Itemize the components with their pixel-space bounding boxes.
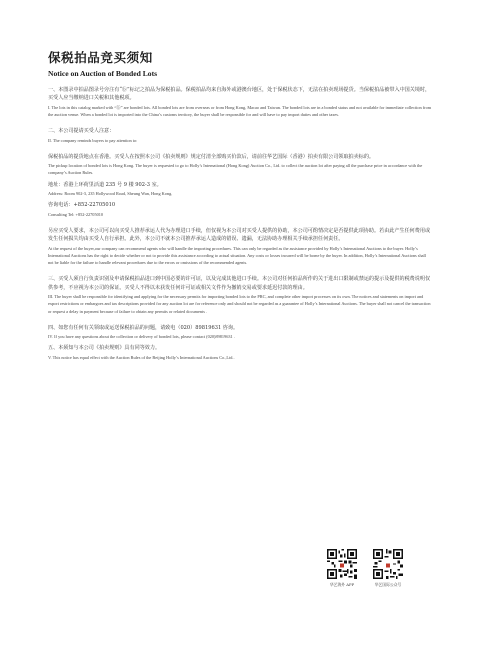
section-pickup — [48, 153, 432, 177]
address-cn: 地址：香港上环荷里活道 235 号 9 楼 902-3 室。 — [48, 181, 162, 188]
qr-label: 华艺国际公众号 — [374, 582, 402, 587]
section-text-cn: 一、本图录中拍品图录号旁注有“ⓑ”标记之拍品为保税拍品。保税拍品均来自海外或港澳台地区，处于保税状态下，无法在拍卖现场提货。当保税拍品被带入中国关境时，买受人应当缴纳进口关税和其他税项。 — [48, 87, 431, 102]
qr-code-area — [0, 549, 480, 609]
qr-code-icon[interactable] — [327, 549, 357, 579]
page-title: 保税拍品竞买须知 — [48, 50, 153, 65]
section-agents — [48, 227, 432, 266]
section-text-cn: 保税拍品的提货地点在香港。买受人在按照本公司《拍卖规则》规定付清全部购买价款后，请前往华艺国际（香港）拍卖有限公司领取拍卖标的。 — [48, 153, 375, 160]
phone-cn: 咨询电话：+852-22705010 — [48, 202, 116, 209]
qr-code-icon[interactable] — [373, 549, 403, 579]
section-2 — [48, 127, 432, 144]
section-address — [48, 181, 432, 198]
section-text-cn: 二、本公司提请买受人注意： — [48, 128, 115, 135]
section-text-cn: 三、买受人须自行负责识别及申请保税拍品进口到中国必要的许可证，以及完成其他进口手续。本公司对任何拍品所作的关于进出口限制或禁运的提示及提供的税费说明仅供参考，不应视为本公司的保证。买受人不得以未获发任何许可证或相关文件作为撤销交易或要求延迟付款的理由。 — [48, 276, 431, 291]
section-5 — [48, 344, 432, 361]
section-text-en: V. This notice has equal effect with the Auction Rules of the Beijing Holly’s International Auctions Co.,Ltd.. — [48, 354, 235, 360]
section-text-en: II. The company reminds buyers to pay attention to: — [48, 137, 138, 143]
section-text-en: I. The lots in this catalog marked with “ⓑ” are bonded lots. All bonded lots are from overseas or from Hong Kong, Macao and Taiwan. The bonded lots are in a bonded status and not available for immediate collection from the auction venue. When a bonded lot is imported into the China’s customs territory, the buyer shall be responsible for and will have to pay import duties and other taxes. — [48, 104, 432, 118]
section-1 — [48, 86, 432, 118]
section-text-en: III. The buyer shall be responsible for identifying and applying for the necessary permits for importing bonded lots to the PRC, and complete other import processes on its own. The notices and statements on import and export restrictions or embargoes and tax descriptions provided for any auction lot are for reference only and should not be regarded as a guarantee of Holly’s International Auctions. The buyer shall not cancel the transaction or request a delay in payment because of failure to obtain any permits or related documents . — [48, 294, 431, 314]
section-text-cn: 四、如您有任何有关领取或运送保税拍品的问题，请致电（020）89819631 咨询。 — [48, 324, 239, 331]
phone-en: Consulting Tel: +852-22705010 — [48, 211, 104, 217]
address-en: Address: Room 902-3, 235 Hollywood Road, Sheung Wan, Hong Kong. — [48, 191, 173, 197]
section-phone — [48, 201, 432, 218]
section-text-en: IV. If you have any questions about the collection or delivery of bonded lots, please contact (020)89819631 . — [48, 334, 235, 340]
section-3 — [48, 275, 432, 314]
qr-label: 华艺海外 APP — [329, 582, 355, 587]
section-4 — [48, 324, 432, 341]
section-text-en: The pickup location of bonded lots is Hong Kong. The buyer is requested to go to Holly’s International (Hong Kong) Auction Co., Ltd. to collect the auction lot after paying all the purchase price in accordance with the company’s Auction Rules. — [48, 163, 423, 176]
section-text-cn: 五、本须知与本公司《拍卖规则》具有同等效力。 — [48, 345, 161, 352]
page-subtitle: Notice on Auction of Bonded Lots — [48, 69, 158, 78]
section-text-en: At the request of the buyer,our company can recommend agents who will handle the importing procedures. This can only be regarded as the assistance provided by Holly’s International Auctions to the buyer. Holly’s International Auctions has the right to decide whether or not to provide this assistance according to actual situation. Any costs or losses incurred will be borne by the buyer. In addition, Holly’s International Auctions shall not be liable for the failure to handle relevant procedures due to the errors or omissions of the recommended agents. — [48, 245, 426, 266]
section-text-cn: 另应买受人要求，本公司可以向买受人推荐承运人代为办理进口手续，但仅视为本公司对买受人提供的协助，本公司可酌情决定是否提供此项协助。若由此产生任何费用或发生任何损失均由买受人自行承担。此外，本公司不就本公司推荐承运人造成的错误、遗漏，无法协助办理相关手续承担任何责任。 — [48, 227, 431, 243]
